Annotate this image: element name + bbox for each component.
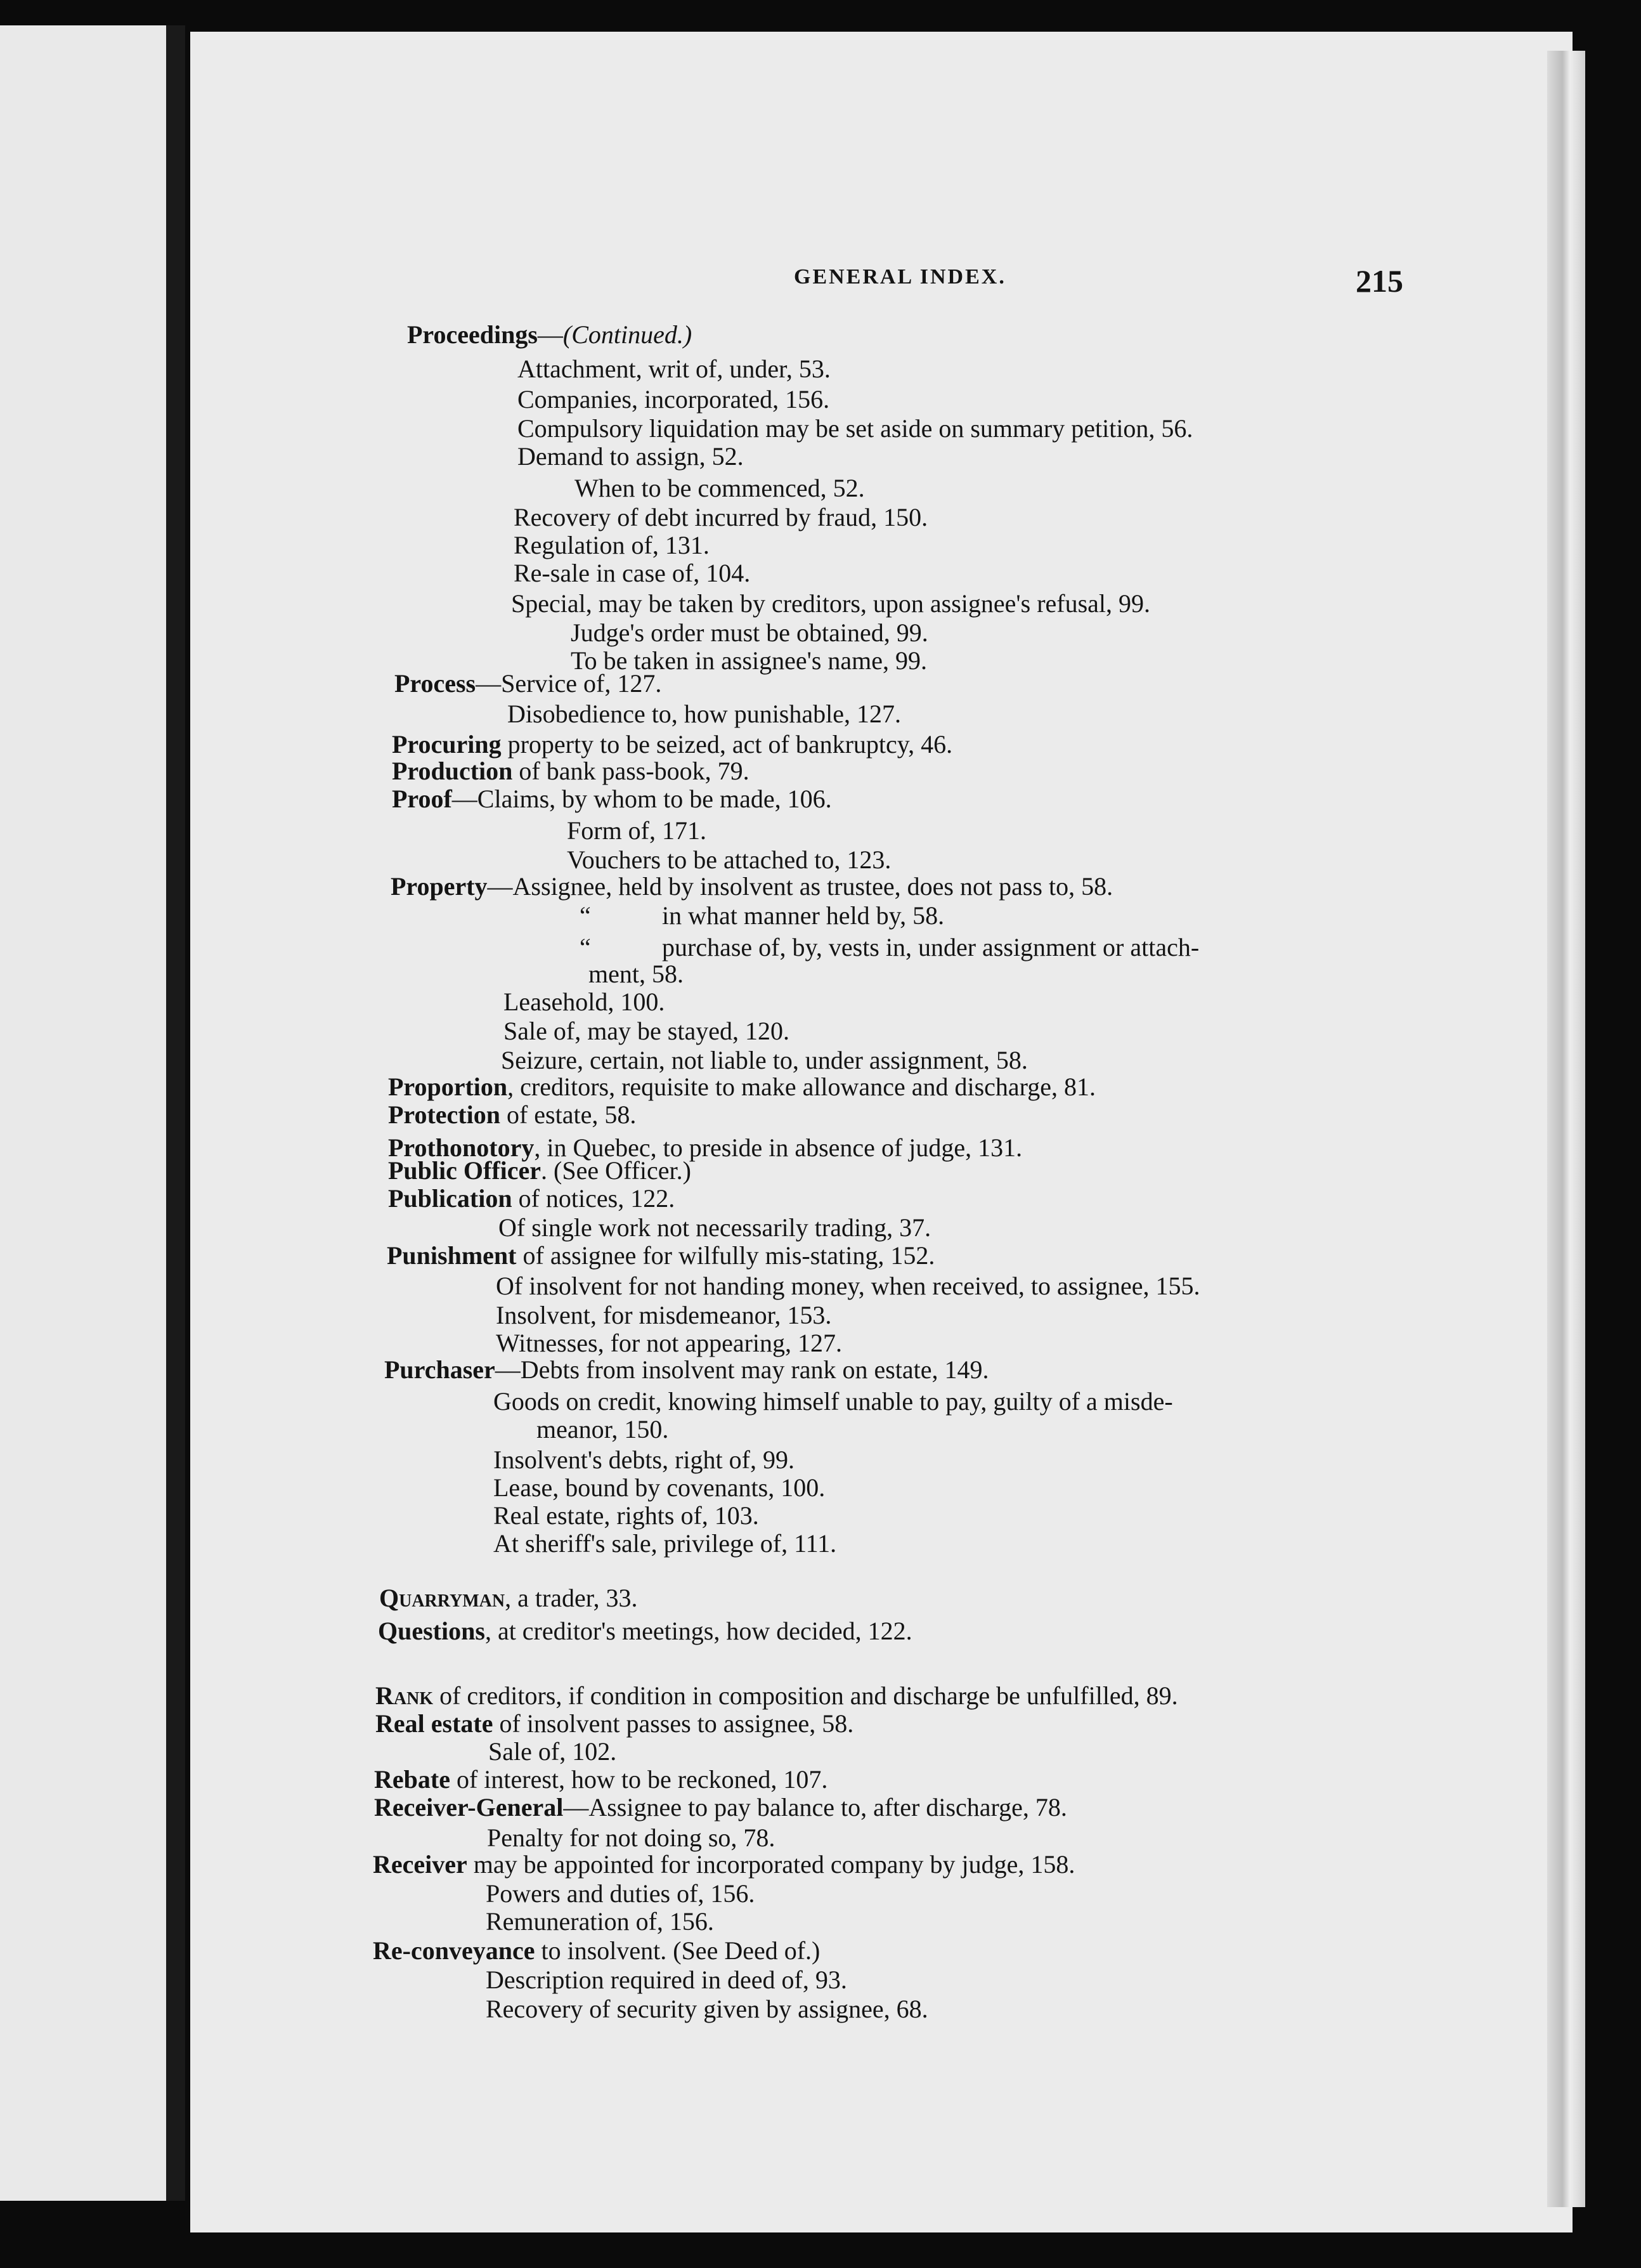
index-subentry: Penalty for not doing so, 78. xyxy=(487,1823,775,1852)
index-subentry: Attachment, writ of, under, 53. xyxy=(517,355,831,383)
index-subentry: “ purchase of, by, vests in, under assignment or attach- xyxy=(580,933,1200,961)
index-subentry: Insolvent's debts, right of, 99. xyxy=(493,1445,795,1474)
index-entry: Rank of creditors, if condition in composition and discharge be unfulfilled, 89. xyxy=(375,1681,1178,1710)
index-subentry: At sheriff's sale, privilege of, 111. xyxy=(493,1529,837,1558)
page-number: 215 xyxy=(1356,263,1403,299)
index-subentry: Seizure, certain, not liable to, under assignment, 58. xyxy=(501,1046,1028,1074)
index-subentry: Special, may be taken by creditors, upon assignee's refusal, 99. xyxy=(511,589,1151,618)
page-fore-edge xyxy=(1547,51,1585,2207)
index-entry: Receiver may be appointed for incorporated company by judge, 158. xyxy=(373,1850,1075,1879)
index-subentry: Regulation of, 131. xyxy=(514,531,710,559)
index-page xyxy=(190,32,1573,2232)
index-entry: Receiver-General—Assignee to pay balance to, after discharge, 78. xyxy=(374,1793,1067,1822)
index-subentry: When to be commenced, 52. xyxy=(574,474,865,502)
index-entry: Proof—Claims, by whom to be made, 106. xyxy=(392,785,832,813)
index-entry: Property—Assignee, held by insolvent as trustee, does not pass to, 58. xyxy=(391,872,1113,901)
index-subentry: Witnesses, for not appearing, 127. xyxy=(496,1329,843,1357)
index-subentry: Companies, incorporated, 156. xyxy=(517,385,830,414)
index-subentry: meanor, 150. xyxy=(536,1415,669,1444)
index-subentry: Leasehold, 100. xyxy=(503,987,665,1016)
book-gutter xyxy=(166,25,185,2201)
index-subentry: Recovery of security given by assignee, 68. xyxy=(486,1995,928,2023)
index-subentry: Of single work not necessarily trading, 37. xyxy=(498,1213,931,1242)
index-subentry: Remuneration of, 156. xyxy=(486,1907,714,1936)
index-entry: Production of bank pass-book, 79. xyxy=(392,757,749,785)
index-subentry: Description required in deed of, 93. xyxy=(486,1965,847,1994)
index-subentry: Form of, 171. xyxy=(567,816,706,845)
index-entry: Real estate of insolvent passes to assignee, 58. xyxy=(375,1709,854,1738)
index-subentry: “ in what manner held by, 58. xyxy=(580,901,945,930)
index-entry: Protection of estate, 58. xyxy=(388,1100,637,1129)
index-entry: Punishment of assignee for wilfully mis-stating, 152. xyxy=(387,1241,935,1270)
index-subentry: Lease, bound by covenants, 100. xyxy=(493,1473,826,1502)
index-subentry: Real estate, rights of, 103. xyxy=(493,1501,759,1530)
index-entry: Re-conveyance to insolvent. (See Deed of.) xyxy=(373,1936,820,1965)
index-subentry: Sale of, may be stayed, 120. xyxy=(503,1017,789,1045)
index-entry: Questions, at creditor's meetings, how decided, 122. xyxy=(378,1617,912,1645)
index-subentry: Re-sale in case of, 104. xyxy=(514,559,751,587)
index-subentry: ment, 58. xyxy=(588,960,684,988)
index-entry: Process—Service of, 127. xyxy=(394,669,662,698)
index-entry: Rebate of interest, how to be reckoned, 107. xyxy=(374,1765,828,1794)
index-subentry: To be taken in assignee's name, 99. xyxy=(571,646,928,675)
index-subentry: Disobedience to, how punishable, 127. xyxy=(507,700,901,728)
index-entry: Public Officer. (See Officer.) xyxy=(388,1156,691,1185)
index-entry: Prothonotory, in Quebec, to preside in absence of judge, 131. xyxy=(388,1133,1023,1162)
running-title: GENERAL INDEX. xyxy=(794,265,1006,289)
index-entry: Procuring property to be seized, act of bankruptcy, 46. xyxy=(392,730,953,759)
index-subentry: Of insolvent for not handing money, when received, to assignee, 155. xyxy=(496,1272,1200,1300)
index-entry: Purchaser—Debts from insolvent may rank on estate, 149. xyxy=(384,1355,989,1384)
facing-page xyxy=(0,25,166,2201)
index-subentry: Goods on credit, knowing himself unable to pay, guilty of a misde- xyxy=(493,1387,1173,1416)
index-subentry: Recovery of debt incurred by fraud, 150. xyxy=(514,503,928,531)
index-entry: Proceedings—(Continued.) xyxy=(407,320,692,349)
index-subentry: Powers and duties of, 156. xyxy=(486,1879,755,1908)
index-subentry: Demand to assign, 52. xyxy=(517,442,744,471)
index-entry: Quarryman, a trader, 33. xyxy=(379,1584,638,1612)
index-subentry: Insolvent, for misdemeanor, 153. xyxy=(496,1301,832,1329)
index-subentry: Sale of, 102. xyxy=(488,1737,617,1766)
index-subentry: Vouchers to be attached to, 123. xyxy=(567,845,892,874)
index-subentry: Judge's order must be obtained, 99. xyxy=(571,618,928,647)
index-entry: Publication of notices, 122. xyxy=(388,1184,675,1213)
index-entry: Proportion, creditors, requisite to make allowance and discharge, 81. xyxy=(388,1072,1096,1101)
index-subentry: Compulsory liquidation may be set aside on summary petition, 56. xyxy=(517,414,1193,443)
